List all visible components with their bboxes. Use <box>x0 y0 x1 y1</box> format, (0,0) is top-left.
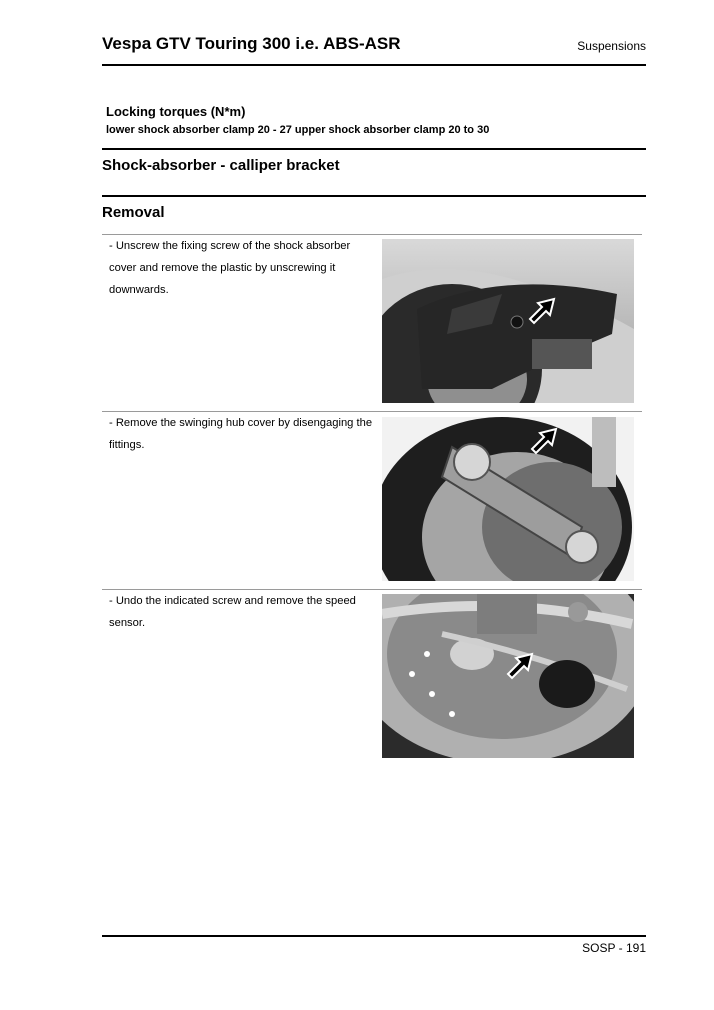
step-1-photo <box>382 239 634 403</box>
torque-values: lower shock absorber clamp 20 - 27 upper shock absorber clamp 20 to 30 <box>106 124 490 136</box>
section-name: Suspensions <box>577 39 646 53</box>
step-3-photo <box>382 594 634 758</box>
torque-heading: Locking torques (N*m) <box>106 104 246 119</box>
step-1-text: - Unscrew the fixing screw of the shock absorber cover and remove the plastic by unscrewing it downwards. <box>109 240 351 296</box>
subsection-title: Removal <box>102 204 165 221</box>
step-2-photo <box>382 417 634 581</box>
section-rule <box>102 148 646 150</box>
header-rule <box>102 64 646 66</box>
footer-rule <box>102 935 646 937</box>
page-number: SOSP - 191 <box>582 941 646 955</box>
step-2-text: - Remove the swinging hub cover by disengaging the fittings. <box>109 417 373 451</box>
step-3-text: - Undo the indicated screw and remove the speed sensor. <box>109 595 356 629</box>
section-title: Shock-absorber - calliper bracket <box>102 157 340 174</box>
document-title: Vespa GTV Touring 300 i.e. ABS-ASR <box>102 34 401 53</box>
subsection-rule <box>102 195 646 197</box>
